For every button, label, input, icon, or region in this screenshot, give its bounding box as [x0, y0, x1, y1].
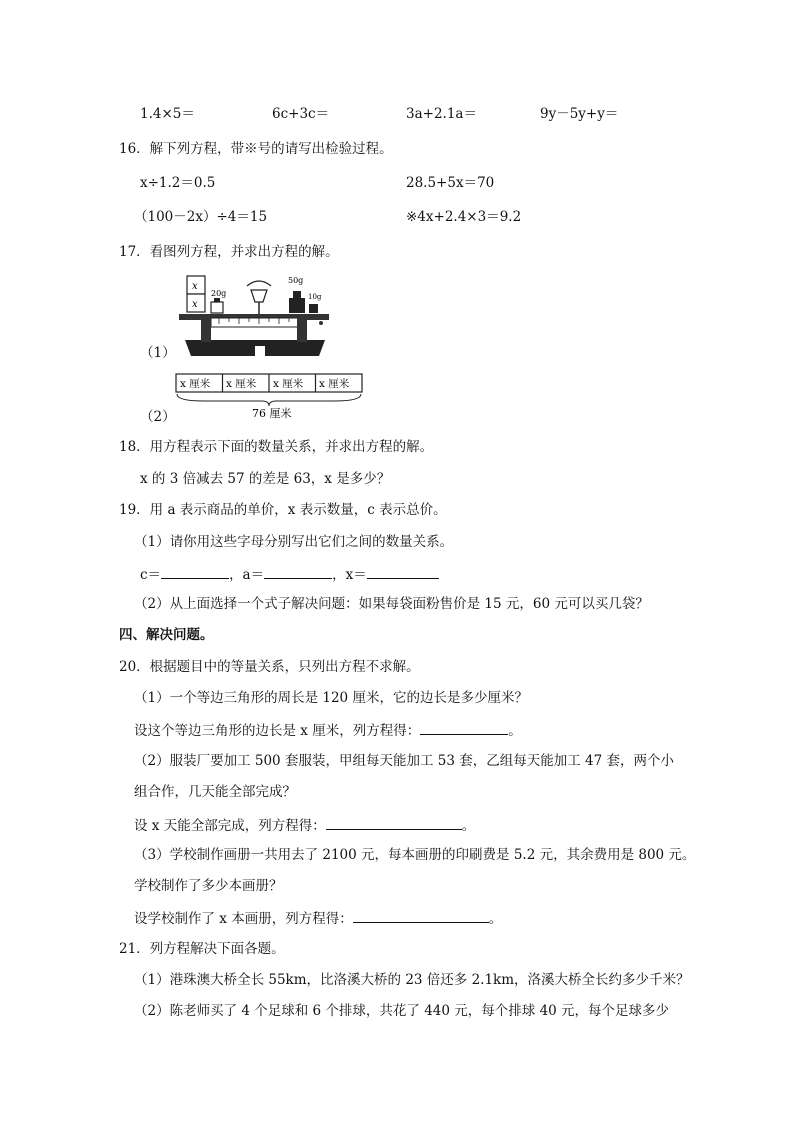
weight-10g-label: 10g: [308, 293, 322, 301]
x-blank[interactable]: [367, 564, 439, 579]
segment-1-label: x 厘米: [180, 378, 211, 390]
balance-figure: [175, 268, 335, 360]
q20-part2-setup: [134, 815, 475, 835]
q20-part2-end: 。: [461, 818, 476, 834]
expr-4: 9y－5y+y＝: [540, 106, 619, 122]
q20-part2-line2: 组合作，几天能全部完成？: [134, 784, 296, 800]
expr-2: 6c+3c＝: [272, 106, 330, 122]
q18-title: 18．用方程表示下面的数量关系，并求出方程的解。: [119, 439, 434, 455]
segment-4-label: x 厘米: [319, 378, 350, 390]
c-blank[interactable]: [161, 564, 229, 579]
q20-title: 20．根据题目中的等量关系，只列出方程不求解。: [119, 659, 420, 675]
a-blank[interactable]: [264, 564, 332, 579]
q20-part3-line2: 学校制作了多少本画册？: [134, 878, 283, 894]
q16-eq2: 28.5+5x＝70: [406, 175, 495, 191]
q16-title: 16．解下列方程，带※号的请写出检验过程。: [119, 141, 393, 157]
q19-part1: （1）请你用这些字母分别写出它们之间的数量关系。: [134, 534, 454, 550]
q21-part1: （1）港珠澳大桥全长 55km，比洛溪大桥的 23 倍还多 2.1km，洛溪大桥全长约多少千米？: [134, 972, 690, 988]
q20-part3-line1: （3）学校制作画册一共用去了 2100 元，每本画册的印刷费是 5.2 元，其余费用是 800 元。: [134, 847, 696, 863]
q20-part3-end: 。: [488, 911, 503, 927]
weight-20g-label: 20g: [211, 289, 227, 298]
q20-part2-blank[interactable]: [326, 815, 462, 830]
expr-1: 1.4×5＝: [140, 106, 195, 122]
q20-part1-end: 。: [508, 723, 522, 739]
q20-part1-blank[interactable]: [420, 720, 508, 735]
segment-3-label: x 厘米: [273, 378, 304, 390]
weight-50g-label: 50g: [288, 276, 304, 285]
segment-total-label: 76 厘米: [252, 407, 292, 420]
q20-part2-line1: （2）服装厂要加工 500 套服装，甲组每天能加工 53 套，乙组每天能加工 47 套，两个小: [134, 753, 674, 769]
x-label: ，x＝: [332, 567, 367, 583]
q19-title: 19．用 a 表示商品的单价，x 表示数量，c 表示总价。: [119, 502, 447, 518]
q17-part2: （2）: [140, 409, 176, 425]
c-label: c＝: [140, 567, 162, 583]
q21-title: 21．列方程解决下面各题。: [119, 941, 285, 957]
section-heading: 四、解决问题。: [119, 627, 214, 643]
q19-part2: （2）从上面选择一个式子解决问题：如果每袋面粉售价是 15 元，60 元可以买几袋？: [134, 596, 649, 612]
q20-part3-setup-text: 设学校制作了 x 本画册，列方程得：: [134, 911, 353, 927]
q17-title: 17．看图列方程，并求出方程的解。: [119, 244, 339, 260]
q16-eq4: ※4x+2.4×3＝9.2: [406, 209, 522, 225]
segment-figure: [174, 372, 368, 420]
segment-2-label: x 厘米: [226, 378, 257, 390]
box-bottom-label: x: [192, 299, 198, 310]
q20-part1: （1）一个等边三角形的周长是 120 厘米，它的边长是多少厘米？: [134, 690, 528, 706]
q19-answers: [140, 564, 439, 584]
q20-part1-setup: [134, 720, 522, 740]
box-top-label: x: [192, 281, 198, 292]
q21-part2: （2）陈老师买了 4 个足球和 6 个排球，共花了 440 元，每个排球 40 元，每个足球多少: [134, 1003, 670, 1019]
q20-part1-setup-text: 设这个等边三角形的边长是 x 厘米，列方程得：: [134, 723, 421, 739]
expr-3: 3a+2.1a＝: [406, 106, 477, 122]
q18-text: x 的 3 倍减去 57 的差是 63，x 是多少？: [140, 471, 391, 487]
q20-part3-blank[interactable]: [353, 908, 489, 923]
q16-eq1: x÷1.2＝0.5: [140, 175, 216, 191]
a-label: ，a＝: [229, 567, 265, 583]
q16-eq3: （100－2x）÷4＝15: [134, 209, 268, 225]
q17-part1: （1）: [140, 345, 176, 361]
q20-part2-setup-text: 设 x 天能全部完成，列方程得：: [134, 818, 326, 834]
q20-part3-setup: [134, 908, 502, 928]
